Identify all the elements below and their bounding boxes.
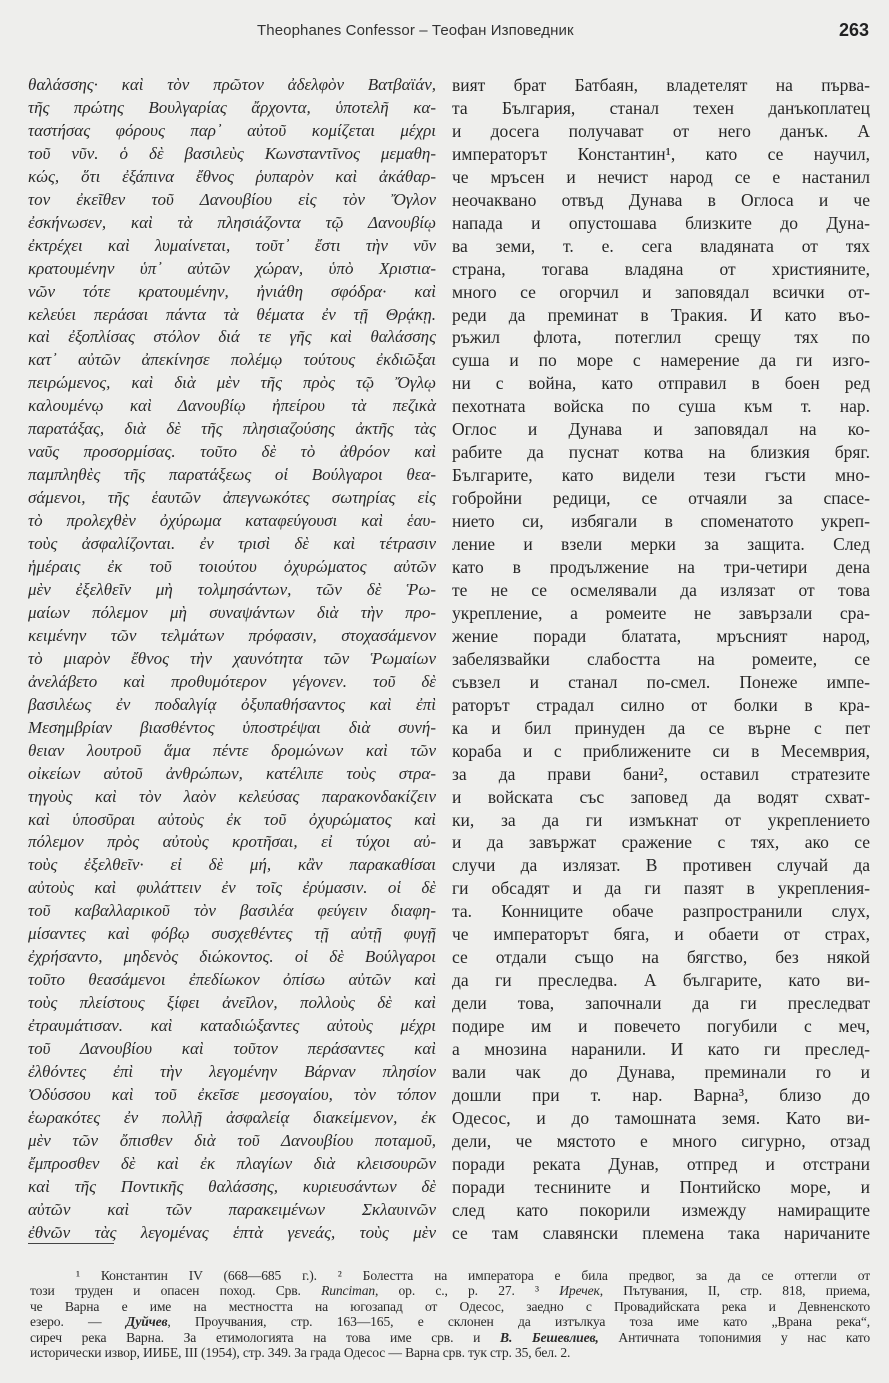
bulgarian-text-line: укрепление, а ромеите не завързали сра- (452, 602, 870, 623)
bulgarian-text-line: поради теснините и Понтийско море, и (452, 1176, 870, 1197)
bulgarian-text-line: напада и опустошава близките до Дуна- (452, 212, 870, 233)
greek-text-line: ἐχρήσαντο, μηδενὸς διώκοντος. οἱ δὲ Βούλγαροι (28, 947, 436, 967)
bulgarian-text-line: съвзел и станал по-смел. Понеже импе- (452, 671, 870, 692)
bulgarian-text-line: вият брат Батбаян, владетелят на първа- (452, 75, 870, 95)
greek-text-line: κώς, ὅτι ἐξάπινα ἔθνος ῥυπαρὸν καὶ ἀκάθαρ- (28, 166, 436, 186)
footnote-text: исторически извор, ИИБЕ, III (1954), стр. 349. За града Одесос — Варна срв. тук стр. 35, бел. 2. (30, 1344, 571, 1360)
greek-text-line: θαλάσσης· καὶ τὸν πρῶτον ἀδελφὸν Βατβαϊάν, (28, 75, 436, 94)
footnote-citation-author: В. Бешевлиев, (500, 1329, 599, 1345)
footnote-text: , Пътувания, II, стр. 818, приема, (599, 1283, 870, 1299)
greek-text-line: μίσαντες καὶ φόβῳ συσχεθέντες τῇ αὐτῇ φυγῇ (28, 924, 436, 944)
greek-text-line: ἐκτρέχει καὶ λυμαίνεται, τοῦτ᾽ ἔστι τὴν νῦν (28, 235, 436, 255)
bulgarian-text-line: те не се осмелявали да излязат от това (452, 579, 870, 600)
bulgarian-text-line: че мръсен и нечист народ се е настанил (452, 166, 870, 187)
bulgarian-text-line: суша и по море с намерение да ги изго- (452, 350, 870, 371)
bulgarian-text-line: рабите да пуснат котва на близкия бряг. (452, 442, 870, 463)
running-title: Theophanes Confessor – Теофан Изповедник (257, 22, 574, 39)
footnote-citation-author: Дуйчев (125, 1314, 168, 1330)
bulgarian-text-line: се там славянски племена така наричаните (452, 1222, 870, 1243)
bulgarian-text-line: поради реката Дунав, отпред и отстрани (452, 1153, 870, 1174)
greek-text-line: αὐτοὺς καὶ φυλάττειν ἐν τοῖς ἐρύμασιν. οἱ δὲ (28, 878, 436, 898)
greek-text-line: ἀνελάβετο καὶ προθυμότερον γέγονεν. τοῦ δὲ (28, 671, 436, 691)
footnote-text: този труден и опасен поход. Срв. (30, 1283, 322, 1299)
bulgarian-text-line: дели, че мястото е много сигурно, отзад (452, 1130, 870, 1151)
bulgarian-text-line: за да прави бани², оставил стратезите (452, 763, 870, 784)
footnote-line (30, 1330, 870, 1345)
greek-text-line: κελεύει περάσαι πάντα τὰ θέματα ἐν τῇ Θρᾴκῃ. (28, 304, 436, 324)
footnote-line (30, 1314, 870, 1329)
bulgarian-text-line: Оглос и Дунава и заповядал на ко- (452, 419, 870, 440)
page-header (0, 20, 889, 44)
greek-text-line: τοὺς ἐξελθεῖν· εἰ δὲ μή, κἂν παρακαθίσαι (28, 855, 436, 875)
footnote-line (30, 1268, 870, 1283)
greek-text-line: τοῦ Δανουβίου καὶ τοῦτον περάσαντες καὶ (28, 1039, 436, 1059)
bulgarian-text-line: раторът страдал силно от болки в кра- (452, 694, 870, 715)
bulgarian-text-line: императорът Константин¹, като се научил, (452, 143, 870, 164)
greek-text-line: τοὺς πλείστους ξίφει ἀνεῖλον, πολλοὺς δὲ καὶ (28, 993, 436, 1013)
bulgarian-text-line: кораба и с приближените си в Месемврия, (452, 740, 870, 761)
greek-text-line: ἐτραυμάτισαν. καὶ καταδιώξαντες αὐτοὺς μέχρι (28, 1016, 436, 1036)
bulgarian-text-line: та. Конниците обаче разпространили слух, (452, 901, 870, 922)
bulgarian-text-line: ки, за да ги измъкнат от укреплението (452, 809, 870, 830)
footnote-citation-author: Иречек (559, 1283, 600, 1299)
bulgarian-text-line: ка и бил принуден да се върне с пет (452, 717, 870, 738)
greek-text-line: καὶ ἐξοπλίσας στόλον διά τε γῆς καὶ θαλάσσης (28, 327, 436, 347)
greek-text-line: οἰκείων αὐτοῦ ἀνθρώπων, κατέλιπε τοὺς στρα- (28, 763, 436, 783)
bulgarian-text-line: и досега получават от него данък. А (452, 120, 870, 141)
greek-text-line: τηγοὺς καὶ τὸν λαὸν κελεύσας παρακονδακίζειν (28, 786, 436, 806)
bulgarian-text-line: нието си, избягали в споменатото укреп- (452, 511, 870, 532)
bulgarian-text-line: дошли при т. нар. Варна³, близо до (452, 1084, 870, 1105)
footnote-text: , op. c., p. 27. ³ (375, 1283, 560, 1299)
greek-text-line: ἡμέραις ἐκ τοῦ τοιούτου ὀχυρώματος αὐτῶν (28, 557, 436, 577)
greek-text-line: τοῦ νῦν. ὁ δὲ βασιλεὺς Κωνσταντῖνος μεμαθη- (28, 143, 436, 163)
greek-text-line: καλουμένῳ καὶ Δανουβίῳ ἠπείρου τὰ πεζικὰ (28, 396, 436, 416)
greek-text-line: τὸ μιαρὸν ἔθνος τὴν χαυνότητα τῶν Ῥωμαίων (28, 648, 436, 668)
bulgarian-text-line: ва земи, т. е. сега владяната от тях (452, 235, 870, 256)
bulgarian-text-line: вали чак до Дунава, преминали го и (452, 1061, 870, 1082)
greek-text-line: παμπληθὲς τῆς παρατάξεως οἱ Βούλγαροι θεα- (28, 465, 436, 485)
bulgarian-text-line: дели това, започнали да ги преследват (452, 993, 870, 1014)
greek-text-line: ταστήσας φόρους παρ᾽ αὐτοῦ κομίζεται μέχρι (28, 120, 436, 140)
greek-text-line: τον ἐκεῖθεν τοῦ Δανουβίου εἰς τὸν Ὄγλον (28, 189, 436, 209)
greek-text-line: βασιλέως ἐν ποδαλγίᾳ ὀξυπαθήσαντος καὶ ἐπὶ (28, 694, 436, 714)
footnote-text: сиреч река Варна. За етимологията на това име срв. и (30, 1329, 501, 1345)
bulgarian-text-line: се отдали също на бягство, без някой (452, 947, 870, 968)
bulgarian-text-line: страна, тогава владяна от християните, (452, 258, 870, 279)
greek-text-line: ἑωρακότες ἐν πολλῇ ἀσφαλείᾳ διακείμενον, ἐκ (28, 1107, 436, 1127)
bulgarian-text-line: забелязвайки слабостта на ромеите, се (452, 648, 870, 669)
footnote-text: , Проучвания, стр. 163—165, е склонен да изтълкуа тоза име като „Врана река“, (167, 1314, 871, 1330)
bulgarian-text-line: та България, станал техен данъкоплатец (452, 97, 870, 118)
bulgarian-text-line: и войската със заповед да водят схват- (452, 786, 870, 807)
greek-text-line: σάμενοι, τῆς ἑαυτῶν ἀπεγνωκότες σωτηρίας εἰς (28, 488, 436, 508)
bulgarian-text-line: след като покорили измежду намиращите (452, 1199, 870, 1220)
greek-text-line: ἐθνῶν τὰς λεγομένας ἑπτὰ γενεάς, τοὺς μὲν (28, 1222, 436, 1242)
footnote-text: Античната топонимия у нас като (598, 1329, 870, 1345)
bulgarian-text-line: случи да излязат. В противен случай да (452, 855, 870, 876)
footnote-citation-author: Runciman (321, 1283, 375, 1299)
greek-text-line: τοῦτο θεασάμενοι ἐπεδίωκον ὀπίσω αὐτῶν καὶ (28, 970, 436, 990)
footnote-line (30, 1299, 870, 1314)
greek-text-column (28, 74, 436, 1245)
bulgarian-text-line: че императорът бяга, и обаети от страх, (452, 924, 870, 945)
greek-text-line: ἐσκήνωσεν, καὶ τὰ πλησιάζοντα τῷ Δανουβίῳ (28, 212, 436, 232)
bulgarian-text-line: реди да преминат в Тракия. И като въо- (452, 304, 870, 325)
bulgarian-text-line: жение поради блатата, мръсният народ, (452, 625, 870, 646)
greek-text-line: ναῦς προσορμίσας. τοῦτο δὲ τὸ ἀθρόον καὶ (28, 442, 436, 462)
greek-text-line: Μεσημβρίαν βιασθέντος ὑποστρέψαι διὰ συνή- (28, 717, 436, 737)
bulgarian-text-line: да ги преследва. А българите, като ви- (452, 970, 870, 991)
bulgarian-text-line: Одесос, и до тамошната земя. Като ви- (452, 1107, 870, 1128)
footnote-text: езеро. — (30, 1314, 126, 1330)
greek-text-line: μαίων πόλεμον μὴ συναψάντων διὰ τὴν προ- (28, 602, 436, 622)
footnote-divider (28, 1243, 114, 1244)
bulgarian-text-line: много се огорчил и заповядал всички от- (452, 281, 870, 302)
footnote-line (30, 1345, 870, 1360)
bulgarian-text-line: ление и взели мерки за защита. След (452, 534, 870, 555)
greek-text-line: κατ᾽ αὐτῶν ἀπεκίνησε πολέμῳ τούτους ἐκδιῶξαι (28, 350, 436, 370)
greek-text-line: θειαν λουτροῦ ἅμα πέντε δρομώνων καὶ τῶν (28, 740, 436, 760)
greek-text-line: παρατάξας, διὰ δὲ τῆς πλησιαζούσης ἀκτῆς τὰς (28, 419, 436, 439)
page-number: 263 (838, 20, 869, 40)
footnote-line (30, 1283, 870, 1298)
bulgarian-text-line: ръжил флота, потеглил срещу тях по (452, 327, 870, 348)
greek-text-line: ἐλθόντες ἐπὶ τὴν λεγομένην Βάρναν πλησίον (28, 1061, 436, 1081)
greek-text-line: μὲν ἐξελθεῖν μὴ τολμησάντων, τῶν δὲ Ῥω- (28, 579, 436, 599)
footnote-text: че Варна е име на местността на югозапад от Одесос, заедно с Провадийската река и Девненското (30, 1298, 870, 1314)
bulgarian-text-line: пехотната войска по суша към т. нар. (452, 396, 870, 417)
bulgarian-text-line: подире им и повечето погубили с меч, (452, 1016, 870, 1037)
bulgarian-text-line: ни с война, като отправил в боен ред (452, 373, 870, 394)
greek-text-line: ἔμπροσθεν δὲ καὶ ἐκ πλαγίων διὰ κλεισουρῶν (28, 1153, 436, 1173)
greek-text-line: καὶ τῆς Ποντικῆς θαλάσσης, κυριευσάντων δὲ (28, 1176, 436, 1196)
greek-text-line: αὐτῶν καὶ τῶν παρακειμένων Σκλαυινῶν (28, 1199, 436, 1219)
greek-text-line: τὸ προλεχθὲν ὀχύρωμα καταφεύγουσι καὶ ἑαυ- (28, 511, 436, 531)
bulgarian-text-line: а мнозина наранили. И като ги преслед- (452, 1039, 870, 1060)
bulgarian-text-line: като в продължение на три-четири дена (452, 557, 870, 578)
greek-text-line: κρατουμένην ὑπ᾽ αὐτῶν χώραν, ὑπὸ Χριστια- (28, 258, 436, 278)
greek-text-line: τῆς πρώτης Βουλγαρίας ἄρχοντα, ὑποτελῆ κα- (28, 97, 436, 117)
greek-text-line: καὶ ὑποσῦραι αὐτοὺς ἐκ τοῦ ὀχυρώματος καὶ (28, 809, 436, 829)
greek-text-line: πόλεμον πρὸς αὐτοὺς κροτῆσαι, εἰ τύχοι αὐ- (28, 832, 436, 852)
bulgarian-text-line: гобройни редици, се отчаяли за спасе- (452, 488, 870, 509)
bulgarian-text-line: ги обсадят и да ги пазят в укрепления- (452, 878, 870, 899)
footnotes (30, 1268, 870, 1360)
greek-text-line: πειρώμενος, καὶ διὰ μὲν τῆς πρὸς τῷ Ὄγλῳ (28, 373, 436, 393)
footnote-text: ¹ Константин IV (668—685 г.). ² Болестта на императора е била предвог, за да се оттегли от (76, 1268, 870, 1283)
bulgarian-text-line: Българите, като видели тези гъсти мно- (452, 465, 870, 486)
greek-text-line: κειμένην τῶν τελμάτων πρόφασιν, στοχασάμενον (28, 625, 436, 645)
greek-text-line: τοὺς ἀσφαλίζονται. ἐν τρισὶ δὲ καὶ τέτρασιν (28, 534, 436, 554)
bulgarian-text-line: неочаквано отвъд Дунава в Оглоса и че (452, 189, 870, 210)
greek-text-line: τοῦ καβαλλαρικοῦ τὸν βασιλέα φεύγειν διαφη- (28, 901, 436, 921)
greek-text-line: νῶν τότε κρατουμένην, ἠνιάθη σφόδρα· καὶ (28, 281, 436, 301)
bulgarian-text-line: и да завържат сражение с тях, ако се (452, 832, 870, 853)
bulgarian-translation-column (452, 74, 870, 1245)
greek-text-line: Ὀδύσσου καὶ τοῦ ἐκεῖσε μεσογαίου, τὸν τόπον (28, 1084, 436, 1104)
greek-text-line: μὲν τῶν ὄπισθεν διὰ τοῦ Δανουβίου ποταμοῦ, (28, 1130, 436, 1150)
